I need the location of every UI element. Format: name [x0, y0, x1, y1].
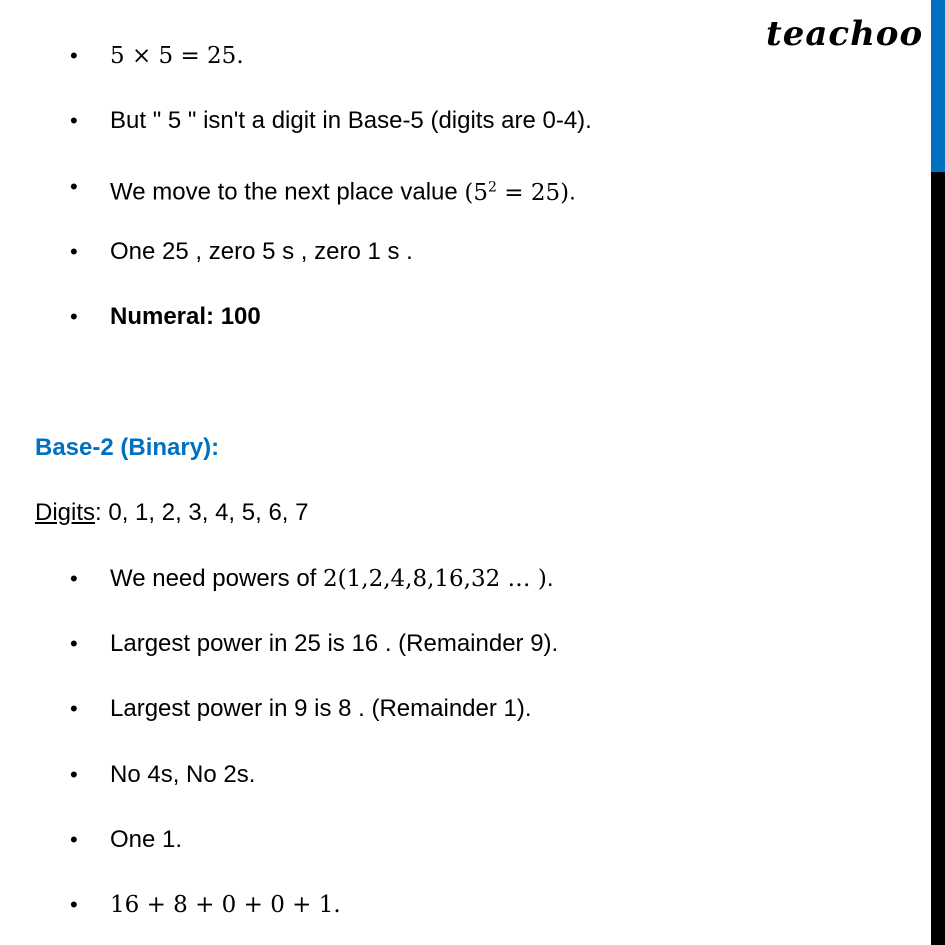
math-rest: = 25) — [496, 179, 570, 206]
sidebar-accent-bar — [931, 0, 945, 172]
bullet-icon: • — [70, 239, 78, 264]
bullet-icon: • — [70, 827, 78, 852]
period: . — [546, 565, 554, 592]
math-base: (5 — [464, 179, 489, 206]
bullet-icon: • — [70, 304, 78, 329]
bullet-icon: • — [70, 631, 78, 656]
math-exponent: 2 — [488, 179, 497, 195]
bullet-icon: • — [70, 762, 78, 787]
list-item-text — [110, 167, 576, 213]
bullet-icon: • — [70, 174, 78, 199]
bullet-icon: • — [70, 696, 78, 721]
bullet-icon: • — [70, 566, 78, 591]
list-item-text: One 25 , zero 5 s , zero 1 s . — [110, 238, 413, 265]
period: . — [569, 178, 576, 206]
place-value-equation — [464, 180, 569, 206]
digits-text — [35, 493, 308, 533]
bullet-icon: • — [70, 108, 78, 133]
list-item-text — [110, 559, 554, 599]
numeral-result: Numeral: 100 — [110, 303, 261, 330]
bullet-icon: • — [70, 43, 78, 68]
list-item-label: We move to the next place value — [110, 178, 465, 206]
digits-value: : 0, 1, 2, 3, 4, 5, 6, 7 — [95, 499, 309, 526]
equation-text: 5 × 5 = 25. — [110, 43, 244, 69]
sidebar-dark-bar — [931, 172, 945, 945]
list-item-label: We need powers of — [110, 565, 324, 592]
list-item-text: Largest power in 25 is 16 . (Remainder 9). — [110, 630, 559, 657]
bullet-icon: • — [70, 892, 78, 917]
base2-heading: Base-2 (Binary): — [35, 434, 220, 461]
list-item-text: Largest power in 9 is 8 . (Remainder 1). — [110, 695, 532, 722]
teachoo-logo: teachoo — [766, 14, 924, 54]
list-item-text: No 4s, No 2s. — [110, 761, 256, 788]
list-item-text: But " 5 " isn't a digit in Base-5 (digits are 0-4). — [110, 107, 592, 134]
list-item-text: One 1. — [110, 826, 183, 853]
sum-equation: 16 + 8 + 0 + 0 + 1. — [110, 892, 341, 918]
powers-math: 2(1,2,4,8,16,32 … ) — [323, 566, 547, 592]
digits-label: Digits — [35, 499, 96, 526]
